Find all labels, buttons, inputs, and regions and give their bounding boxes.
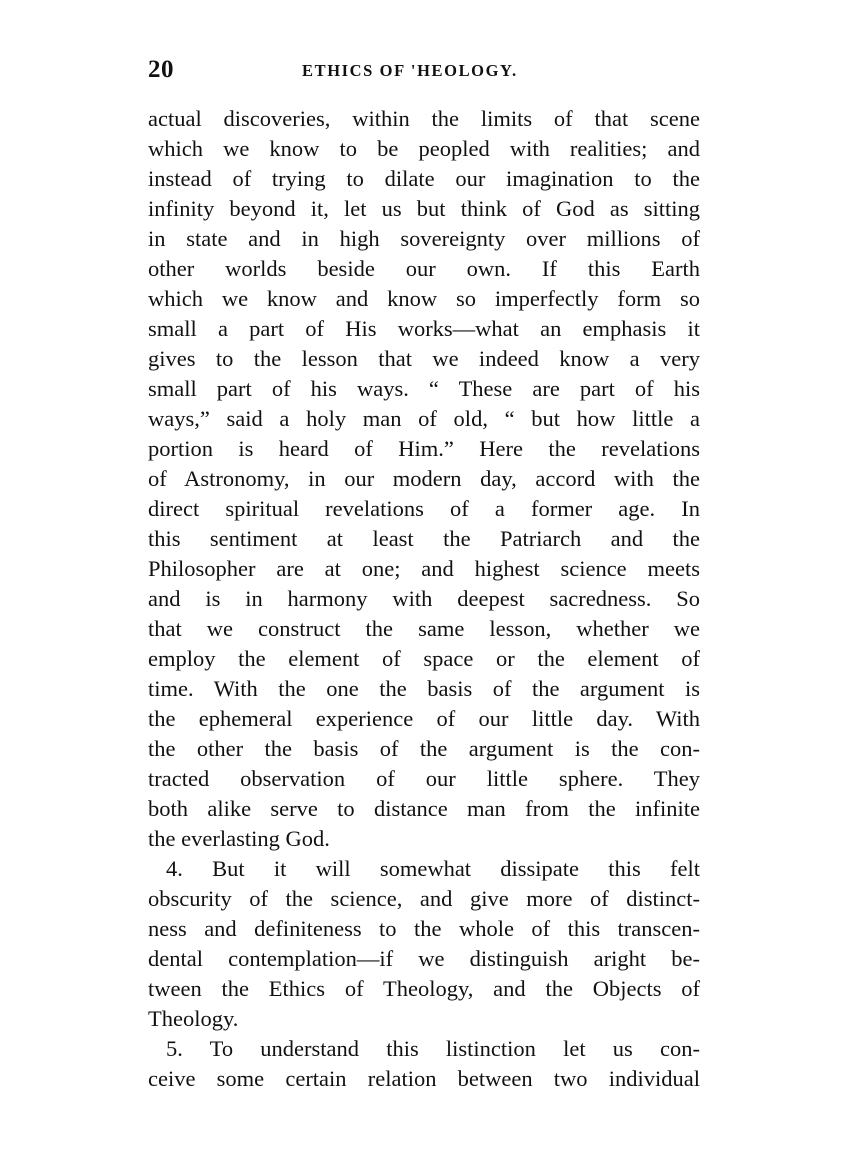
- running-head: [148, 56, 700, 86]
- text-line: tracted observation of our little sphere. They: [148, 766, 700, 791]
- text-line: gives to the lesson that we indeed know a very: [148, 346, 700, 371]
- text-line: portion is heard of Him.” Here the revelations: [148, 436, 700, 461]
- paragraph-4-first-line: 4. But it will somewhat dissipate this felt: [166, 856, 700, 881]
- text-line: dental contemplation—if we distinguish aright be-: [148, 946, 700, 971]
- text-line: and is in harmony with deepest sacredness. So: [148, 586, 700, 611]
- page-number: 20: [148, 56, 174, 83]
- text-line: small part of his ways. “ These are part of his: [148, 376, 700, 401]
- text-line: actual discoveries, within the limits of that scene: [148, 106, 700, 131]
- text-line: which we know to be peopled with realities; and: [148, 136, 700, 161]
- text-line: instead of trying to dilate our imagination to the: [148, 166, 700, 191]
- running-title: ETHICS OF 'HEOLOGY.: [302, 61, 518, 80]
- text-line: obscurity of the science, and give more of distinct-: [148, 886, 700, 911]
- text-line: ness and definiteness to the whole of this transcen-: [148, 916, 700, 941]
- text-line: ways,” said a holy man of old, “ but how little a: [148, 406, 700, 431]
- text-line: tween the Ethics of Theology, and the Objects of: [148, 976, 700, 1001]
- text-line: of Astronomy, in our modern day, accord with the: [148, 466, 700, 491]
- text-line: direct spiritual revelations of a former age. In: [148, 496, 700, 521]
- text-line: that we construct the same lesson, whether we: [148, 616, 700, 641]
- text-line: Philosopher are at one; and highest science meets: [148, 556, 700, 581]
- text-line: small a part of His works—what an emphasis it: [148, 316, 700, 341]
- text-line: Theology.: [148, 1006, 239, 1031]
- text-line: time. With the one the basis of the argument is: [148, 676, 700, 701]
- paragraph-5-first-line: 5. To understand this listinction let us con-: [166, 1036, 700, 1061]
- text-line: ceive some certain relation between two individual: [148, 1066, 700, 1091]
- text-line: the other the basis of the argument is the con-: [148, 736, 700, 761]
- text-line: both alike serve to distance man from the infinite: [148, 796, 700, 821]
- text-line: the ephemeral experience of our little day. With: [148, 706, 700, 731]
- text-line: this sentiment at least the Patriarch and the: [148, 526, 700, 551]
- body-text: [148, 104, 700, 1094]
- text-line: in state and in high sovereignty over millions of: [148, 226, 700, 251]
- text-line: infinity beyond it, let us but think of God as sitting: [148, 196, 700, 221]
- text-line: which we know and know so imperfectly form so: [148, 286, 700, 311]
- text-line: employ the element of space or the element of: [148, 646, 700, 671]
- text-line: other worlds beside our own. If this Earth: [148, 256, 700, 281]
- text-line: the everlasting God.: [148, 826, 330, 851]
